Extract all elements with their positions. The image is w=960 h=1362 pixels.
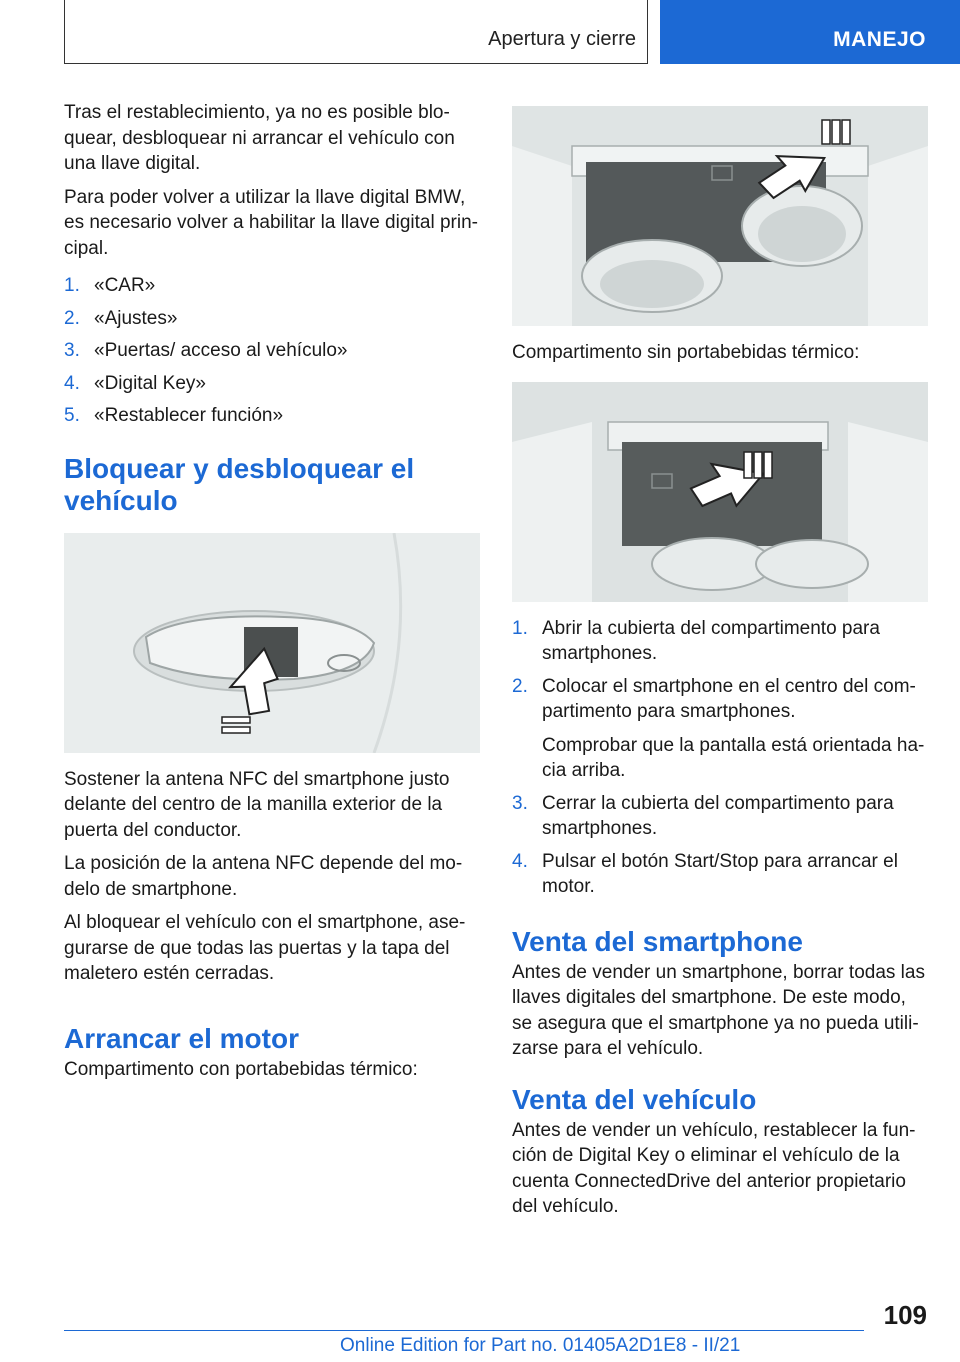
intro-paragraph-1: Tras el restablecimiento, ya no es posible blo-quear, desbloquear ni arrancar el vehículo con una llave digital. [64,102,455,174]
page-number: 109 [883,1300,927,1330]
list-item: 3. Cerrar la cubierta del compartimento para smartphones. [512,792,894,839]
list-item: 1. «CAR» [64,275,156,296]
sell-smartphone-paragraph: Antes de vender un smartphone, borrar todas las llaves digitales del smartphone. De este modo, se asegura que el smartphone ya no pueda utili-zarse para el vehículo. [512,961,925,1059]
section-title: Apertura y cierre [488,28,636,50]
heading-lock-unlock: Bloquear y desbloquear el vehículo [64,452,415,516]
list-item: 4. «Digital Key» [64,372,206,394]
intro-paragraph-2: Para poder volver a utilizar la llave digital BMW, es necesario volver a habilitar la llave digital prin-cipal. [64,186,478,259]
list-item: 3. «Puertas/ acceso al vehículo» [64,340,348,361]
thermal-cupholder-drawing [512,106,928,326]
thermal-cupholder-illustration [512,106,928,326]
chapter-tab[interactable] [660,0,960,64]
list-item: 2. «Ajustes» [64,307,178,329]
non-thermal-cupholder-drawing [512,382,928,602]
caption-no-thermal: Compartimento sin portabebidas térmico: [512,342,860,363]
right-column [512,106,928,1228]
heading-start-engine: Arrancar el motor [64,1022,299,1054]
chapter-tab-label: MANEJO [833,28,926,51]
list-item: 5. «Restablecer función» [64,405,284,426]
heading-sell-smartphone: Venta del smartphone [512,925,803,957]
list-item: 2. Colocar el smartphone en el centro del com-partimento para smartphones. Comprobar que la pantalla está orientada ha-cia arriba. [512,675,925,781]
lock-paragraph-3: Al bloquear el vehículo con el smartphone, ase-gurarse de que todas las puertas y la tapa del maletero estén cerradas. [64,912,466,984]
heading-sell-vehicle: Venta del vehículo [512,1083,757,1115]
sell-vehicle-paragraph: Antes de vender un vehículo, restablecer la fun-ción de Digital Key o eliminar el vehículo de la cuenta ConnectedDrive del anterior propietario del vehículo. [512,1119,916,1217]
list-item: 4. Pulsar el botón Start/Stop para arrancar el motor. [512,850,898,897]
reset-steps-list [64,273,480,429]
lock-paragraph-2: La posición de la antena NFC depende del mo-delo de smartphone. [64,853,463,900]
start-paragraph: Compartimento con portabebidas térmico: [64,1058,418,1080]
footer-divider [64,1330,864,1331]
non-thermal-cupholder-illustration [512,382,928,602]
lock-paragraph-1: Sostener la antena NFC del smartphone justo delante del centro de la manilla exterior de la puerta del conductor. [64,768,450,841]
edition-note: Online Edition for Part no. 01405A2D1E8 - II/21 [340,1335,741,1356]
door-handle-illustration [64,533,480,753]
door-handle-drawing [64,533,480,753]
start-steps-list [512,616,928,900]
left-column [64,100,480,1090]
list-item: 1. Abrir la cubierta del compartimento para smartphones. [512,617,880,664]
